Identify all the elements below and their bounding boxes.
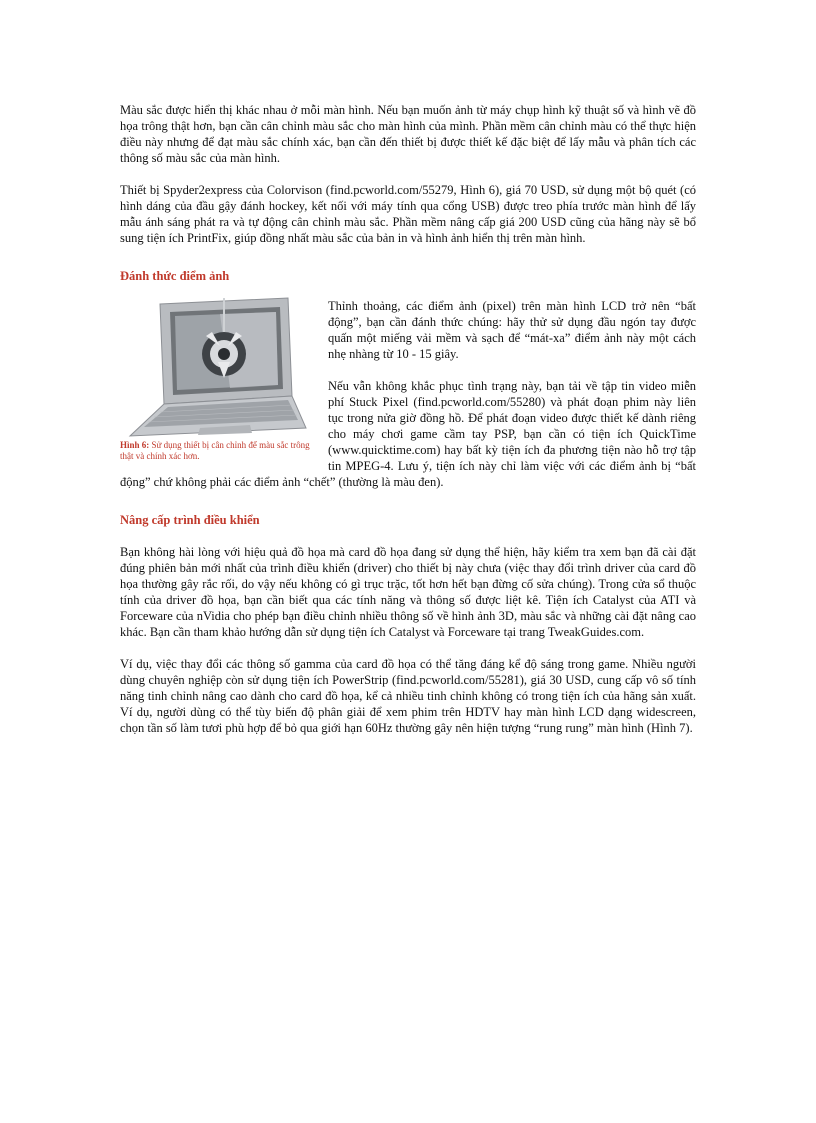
heading-upgrade-driver: Nâng cấp trình điều khiển	[120, 513, 260, 527]
document-page	[120, 102, 696, 736]
paragraph-graphics-driver: Bạn không hài lòng với hiệu quả đồ họa mà card đồ họa đang sử dụng thể hiện, hãy kiểm tra xem bạn đã cài đặt đúng phiên bản mới nhất của trình điều khiển (driver) cho thiết bị này chưa (việc thay đổi trình driver của card đồ họa thường gây rắc rối, do vậy nếu không có gì trục trặc, tốt hơn hết bạn đừng cố sửa chúng). Trong cửa sổ thuộc tính của driver đồ họa, bạn cần biết qua các tính năng và thông số được liệt kê. Tiện ích Catalyst của ATI và Forceware của nVidia cho phép bạn điều chỉnh nhiều thông số về hình ảnh 3D, màu sắc và những cài đặt nâng cao khác. Bạn cần tham khảo hướng dẫn sử dụng tiện ích Catalyst và Forceware tại trang TweakGuides.com.	[120, 545, 696, 639]
paragraph-stuck-pixel-video: Nếu vẫn không khắc phục tình trạng này, bạn tải về tập tin video miễn phí Stuck Pixel (find.pcworld.com/55280) và phát đoạn phim này liên tục trong nửa giờ đồng hồ. Để phát đoạn video được thiết kế dành riêng cho máy chơi game cầm tay PSP, bạn cần có tiện ích QuickTime (www.quicktime.com) hay bất kỳ tiện ích đa phương tiện nào hỗ trợ tập tin MPEG-4. Lưu ý, tiện ích này chỉ làm việc với các điểm ảnh bị “bất động” chứ không phải các điểm ảnh “chết” (thường là màu đen).	[120, 379, 696, 489]
figure-section	[120, 298, 696, 490]
paragraph-stuck-pixels: Thỉnh thoảng, các điểm ảnh (pixel) trên màn hình LCD trở nên “bất động”, bạn cần đánh thức chúng: hãy thử sử dụng đầu ngón tay được quấn một miếng vải mềm và sạch để “mát-xa” điểm ảnh này một cách nhẹ nhàng từ 10 - 15 giây.	[328, 299, 696, 361]
figure-6	[120, 296, 312, 462]
paragraph-spyder2express: Thiết bị Spyder2express của Colorvison (find.pcworld.com/55279, Hình 6), giá 70 USD, sử dụng một bộ quét (có hình dáng của đầu gậy đánh hockey, kết nối với máy tính qua cổng USB) được treo phía trước màn hình để lấy mẫu ánh sáng phát ra và tự động cân chỉnh màu sắc. Phần mềm nâng cấp giá 200 USD cũng của hãng này sẽ bổ sung tiện ích PrintFix, giúp đồng nhất màu sắc của bản in và hình ảnh hiển thị trên màn hình.	[120, 183, 696, 245]
paragraph-color-display: Màu sắc được hiển thị khác nhau ở mỗi màn hình. Nếu bạn muốn ảnh từ máy chụp hình kỹ thuật số và hình vẽ đồ họa trông thật hơn, bạn cần cân chỉnh màu sắc cho màn hình của mình. Phần mềm cân chỉnh màu có thể thực hiện điều này nhưng để đạt màu sắc chính xác, bạn cần đến thiết bị được thiết kế đặc biệt để lấy mẫu và phân tích các thông số màu sắc của màn hình.	[120, 103, 696, 165]
paragraph-gamma-powerstrip: Ví dụ, việc thay đổi các thông số gamma của card đồ họa có thể tăng đáng kể độ sáng trong game. Nhiều người dùng chuyên nghiệp còn sử dụng tiện ích PowerStrip (find.pcworld.com/55281), giá 30 USD, cung cấp vô số tính năng tinh chỉnh nâng cao dành cho card đồ họa, kể cả nhiều tinh chỉnh không có trong tiện ích của hãng sản xuất. Ví dụ, người dùng có thể tùy biến độ phân giải để xem phim trên HDTV hay màn hình LCD dạng widescreen, chọn tần số làm tươi phù hợp để bỏ qua giới hạn 60Hz thường gây nên hiện tượng “rung rung” màn hình (Hình 7).	[120, 657, 696, 735]
laptop-photo	[120, 296, 310, 438]
caption-label: Hình 6:	[120, 440, 150, 450]
figure-caption	[120, 440, 312, 462]
heading-wake-pixels: Đánh thức điểm ảnh	[120, 269, 230, 283]
caption-text: Sử dụng thiết bị cân chỉnh để màu sắc trông thật và chính xác hơn.	[120, 440, 310, 461]
